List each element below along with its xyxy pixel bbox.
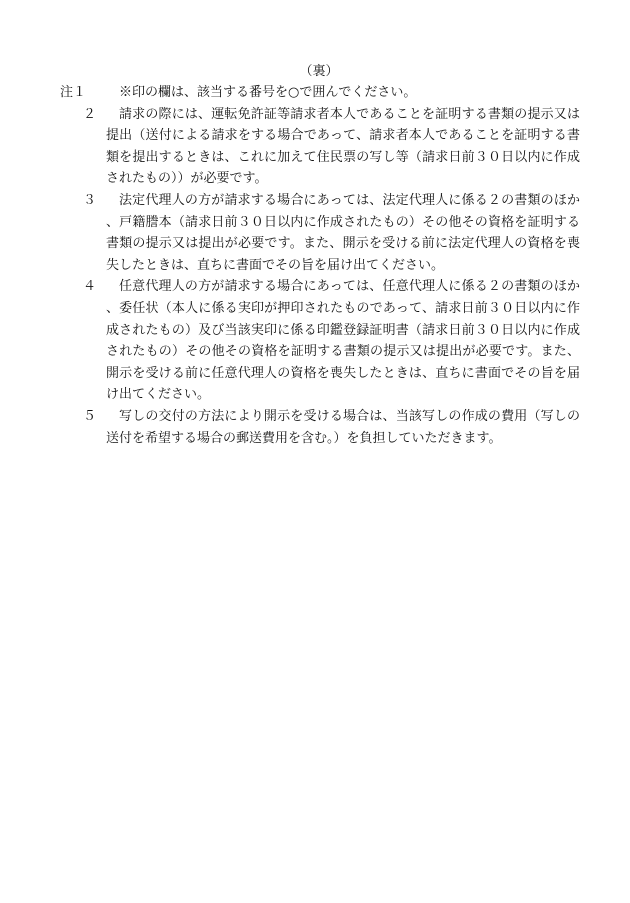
notes-list bbox=[60, 82, 580, 449]
note-text: 任意代理人の方が請求する場合にあっては、任意代理人に係る２の書類のほか、委任状（本人に係る実印が押印されたものであって、請求日前３０日以内に作成されたもの）及び当該実印に係る印鑑登録証明書（請求日前３０日以内に作成されたもの）その他その資格を証明する書類の提示又は提出が必要です。また、開示を受ける前に任意代理人の資格を喪失したときは、直ちに書面でその旨を届け出てください。 bbox=[106, 279, 580, 403]
note-item-3 bbox=[60, 190, 580, 276]
note-number: ４ bbox=[82, 279, 96, 295]
note-text: ※印の欄は、該当する番号を○で囲んでください。 bbox=[119, 85, 417, 100]
note-item-5 bbox=[60, 406, 580, 449]
note-number: ３ bbox=[82, 192, 96, 208]
note-item-4 bbox=[60, 276, 580, 406]
page-heading: （裏） bbox=[299, 64, 339, 79]
note-text: 請求の際には、運転免許証等請求者本人であることを証明する書類の提示又は提出（送付による請求をする場合であって、請求者本人であることを証明する書類を提出するときは、これに加えて住民票の写し等（請求日前３０日以内に作成されたもの））が必要です。 bbox=[106, 106, 580, 187]
note-number: ２ bbox=[82, 106, 96, 122]
note-text: 法定代理人の方が請求する場合にあっては、法定代理人に係る２の書類のほか、戸籍謄本（請求日前３０日以内に作成されたもの）その他その資格を証明する書類の提示又は提出が必要です。また、開示を受ける前に法定代理人の資格を喪失したときは、直ちに書面でその旨を届け出てください。 bbox=[106, 192, 580, 273]
note-item-1 bbox=[60, 82, 580, 104]
note-item-2 bbox=[60, 104, 580, 190]
note-text: 写しの交付の方法により開示を受ける場合は、当該写しの作成の費用（写しの送付を希望する場合の郵送費用を含む。）を負担していただきます。 bbox=[106, 408, 580, 446]
note-number: 注１ bbox=[60, 85, 87, 100]
note-number: ５ bbox=[82, 408, 96, 424]
